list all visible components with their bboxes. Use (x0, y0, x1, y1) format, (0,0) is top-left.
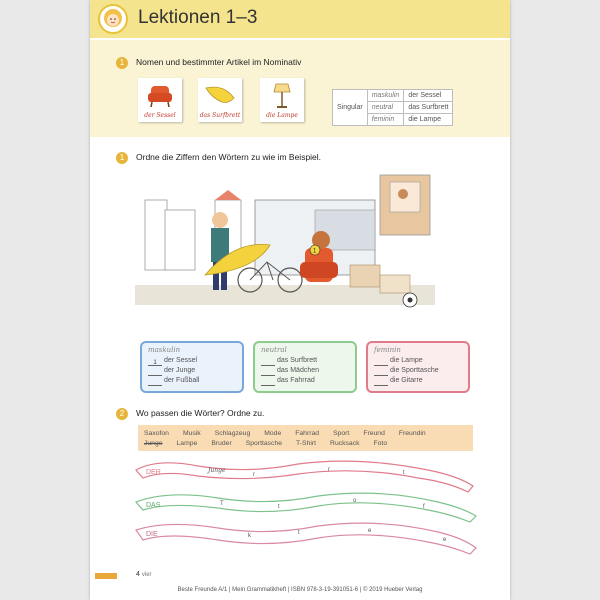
moving-scene-illustration (135, 170, 435, 320)
word-chip[interactable]: Freund (363, 430, 385, 437)
word-line (374, 366, 462, 376)
box-heading: feminin (374, 346, 401, 354)
word-label: der Junge (164, 367, 196, 374)
snake-die (136, 523, 476, 554)
page-number-word: vier (141, 572, 152, 578)
page-number-value: 4 (136, 571, 140, 578)
word-label: das Surfbrett (277, 357, 318, 364)
card-sessel (138, 78, 182, 122)
snake-article: DER (146, 469, 161, 476)
exercise2-title: Wo passen die Wörter? Ordne zu. (136, 408, 265, 418)
card-label: das Surfbrett (199, 112, 241, 119)
answer-blank[interactable]: 1 (148, 358, 162, 366)
word-chip[interactable]: Freundin (398, 430, 426, 437)
snake-article: DAS (146, 502, 161, 509)
answer-blank[interactable] (374, 358, 388, 366)
answer-blank[interactable] (148, 378, 162, 386)
snake-letter: r (253, 472, 255, 478)
section-number: 1 (116, 57, 128, 69)
word-label: der Sessel (164, 357, 198, 364)
word-chip[interactable]: Schlagzeug (214, 430, 251, 437)
exercise-number: 1 (116, 152, 128, 164)
footer-tag (95, 573, 117, 579)
answer-blank[interactable] (374, 368, 388, 376)
word-line (374, 376, 462, 386)
answer-blank[interactable] (261, 378, 275, 386)
avatar (98, 4, 128, 34)
answer-blank[interactable] (374, 378, 388, 386)
gender-cell: maskulin (367, 90, 404, 102)
word-chip[interactable]: Foto (373, 440, 388, 447)
word-box-feminin (366, 341, 470, 393)
page-header (90, 0, 510, 38)
snake-answer[interactable]: Junge (208, 467, 226, 474)
word-chip[interactable]: Sporttasche (245, 440, 283, 447)
word-chip[interactable]: Mode (264, 430, 282, 437)
snake-letter: T (220, 501, 224, 507)
snake-letter: t (278, 504, 280, 510)
word-label: das Mädchen (277, 367, 320, 374)
article-cell: der Sessel (404, 90, 453, 102)
page-title: Lektionen 1–3 (138, 7, 258, 28)
page-number (136, 571, 152, 578)
snake-der (136, 461, 473, 492)
word-line (148, 366, 236, 376)
lamp-icon (260, 78, 304, 112)
snake-letter: k (248, 533, 251, 539)
word-box-maskulin (140, 341, 244, 393)
word-chip-struck[interactable]: Junge (144, 440, 163, 447)
gender-cell: feminin (367, 114, 404, 126)
box-heading: neutral (261, 346, 287, 354)
word-chip[interactable]: T-Shirt (296, 440, 317, 447)
word-chip[interactable]: Fahrrad (295, 430, 320, 437)
scene-marker: 1 (313, 248, 317, 255)
word-bank-row (144, 430, 440, 437)
workbook-page (90, 0, 510, 600)
answer-blank[interactable] (261, 368, 275, 376)
snake-letter: r (328, 467, 330, 473)
card-surfbrett (198, 78, 242, 122)
singular-label: Singular (333, 90, 368, 126)
surfboard-icon (198, 78, 242, 112)
article-table (332, 89, 453, 126)
word-label: das Fahrrad (277, 377, 315, 384)
word-chip[interactable]: Musik (182, 430, 201, 437)
answer-blank[interactable] (261, 358, 275, 366)
card-label: der Sessel (144, 112, 176, 119)
snake-das (136, 493, 476, 522)
footer-text: Beste Freunde A/1 | Mein Grammatikheft | ISBN 978-3-19-391051-6 | © 2019 Hueber Verlag (177, 587, 423, 593)
word-bank-row (144, 440, 401, 447)
snake-letter: e (443, 537, 447, 543)
armchair-icon (138, 78, 182, 112)
word-line (261, 366, 349, 376)
word-label: der Fußball (164, 377, 200, 384)
word-line (148, 376, 236, 386)
word-chip[interactable]: Lampe (176, 440, 198, 447)
word-chip[interactable]: Sport (333, 430, 350, 437)
word-label: die Lampe (390, 357, 423, 364)
snake-letter: e (368, 528, 372, 534)
card-label: die Lampe (266, 112, 298, 119)
snake-article: DIE (146, 531, 158, 538)
article-cell: das Surfbrett (404, 102, 453, 114)
gender-cell: neutral (367, 102, 404, 114)
word-line (261, 356, 349, 366)
word-line (261, 376, 349, 386)
word-box-neutral (253, 341, 357, 393)
grammar-title: Nomen und bestimmter Artikel im Nominativ (136, 57, 302, 67)
snake-letter: t (298, 530, 300, 536)
word-chip[interactable]: Saxofon (144, 430, 169, 437)
article-cell: die Lampe (404, 114, 453, 126)
snake-letter: t (403, 470, 405, 476)
snake-letter: o (353, 498, 357, 504)
exercise1-title: Ordne die Ziffern den Wörtern zu wie im Beispiel. (136, 152, 322, 162)
word-line (374, 356, 462, 366)
exercise-number: 2 (116, 408, 128, 420)
word-label: die Gitarre (390, 377, 423, 384)
word-chip[interactable]: Bruder (211, 440, 232, 447)
word-chip[interactable]: Rucksack (330, 440, 360, 447)
word-label: die Sporttasche (390, 367, 439, 374)
card-lampe (260, 78, 304, 122)
snake-letter: f (423, 504, 425, 510)
snake-puzzle (128, 458, 488, 563)
box-heading: maskulin (148, 346, 181, 354)
word-line (148, 356, 236, 366)
answer-blank[interactable] (148, 368, 162, 376)
word-bank (138, 425, 473, 451)
